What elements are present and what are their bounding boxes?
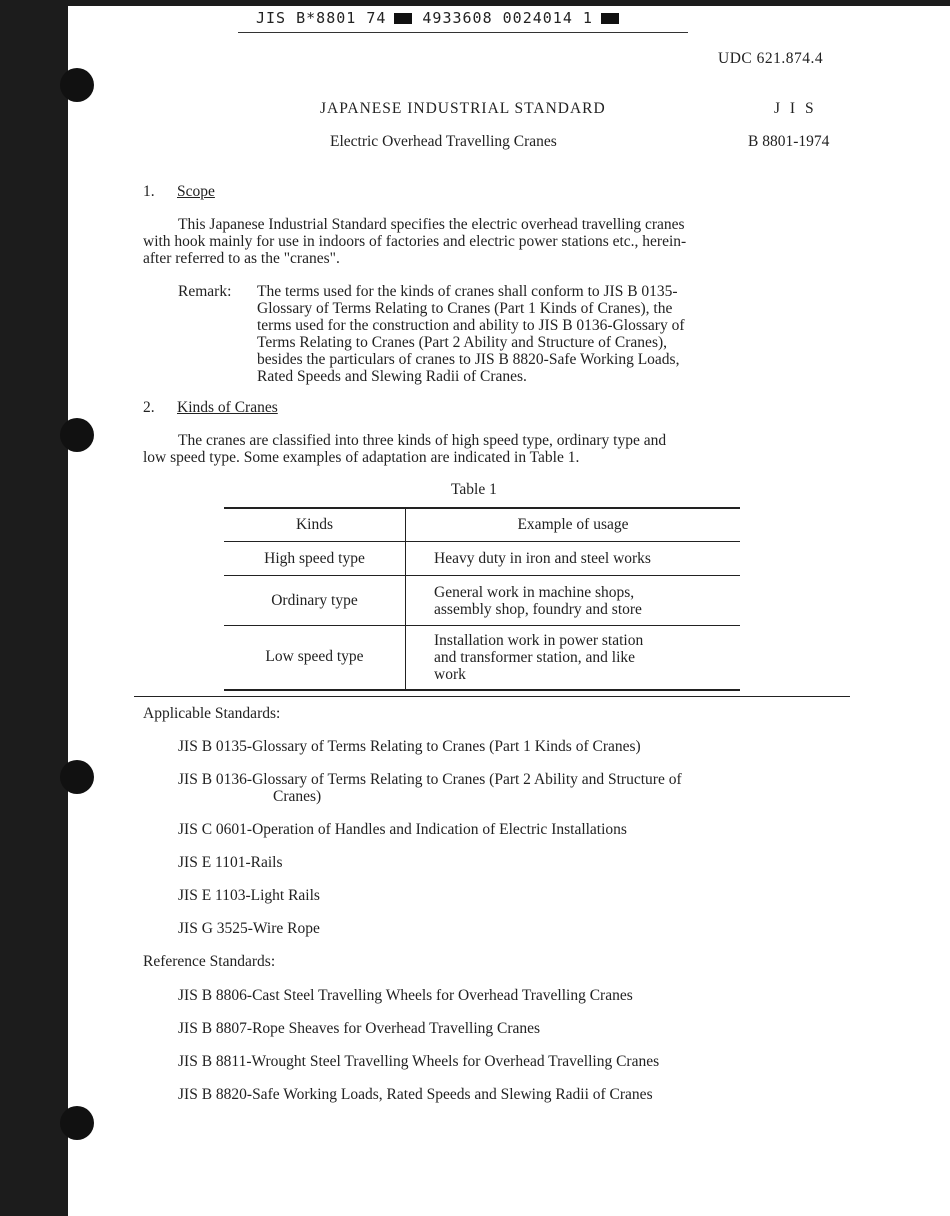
paragraph-line: with hook mainly for use in indoors of factories and electric power stations etc., herein- [143,233,687,250]
paragraph-line: This Japanese Industrial Standard specifies the electric overhead travelling cranes [178,216,685,233]
paragraph-line: after referred to as the "cranes". [143,250,340,267]
applicable-standards-label: Applicable Standards: [143,705,281,722]
redaction-block-icon [601,13,619,24]
usage-line: work [434,665,466,683]
punch-hole-icon [60,1106,94,1140]
document-subtitle: Electric Overhead Travelling Cranes [330,133,557,150]
remark-line: Rated Speeds and Slewing Radii of Cranes. [257,368,527,385]
applicable-standard-item: JIS C 0601-Operation of Handles and Indication of Electric Installations [178,821,627,838]
section-number: 1. [143,183,155,200]
reference-standard-item: JIS B 8820-Safe Working Loads, Rated Speeds and Slewing Radii of Cranes [178,1086,653,1103]
applicable-standard-item: JIS E 1103-Light Rails [178,887,320,904]
crane-kinds-table [224,507,740,691]
section-title: Scope [177,183,215,200]
remark-line: The terms used for the kinds of cranes shall conform to JIS B 0135- [257,283,678,300]
usage-line: and transformer station, and like [434,648,636,666]
standard-line: JIS B 0136-Glossary of Terms Relating to Cranes (Part 2 Ability and Structure of [178,771,682,788]
usage-cell [406,542,741,576]
usage-line: General work in machine shops, [434,583,635,601]
kind-cell: Low speed type [224,626,406,690]
remark-label: Remark: [178,283,232,300]
remark-line: Terms Relating to Cranes (Part 2 Ability and Structure of Cranes), [257,334,668,351]
remark-line: Glossary of Terms Relating to Cranes (Part 1 Kinds of Cranes), the [257,300,673,317]
remark-line: terms used for the construction and ability to JIS B 0136-Glossary of [257,317,685,334]
paragraph-line: low speed type. Some examples of adaptation are indicated in Table 1. [143,449,580,466]
applicable-standard-item: JIS E 1101-Rails [178,854,283,871]
section-divider [134,696,850,697]
udc-code: UDC 621.874.4 [718,50,824,67]
column-header: Example of usage [406,508,741,542]
barcode-left-text: JIS B*8801 74 [256,9,387,27]
kind-cell: High speed type [224,542,406,576]
usage-cell [406,576,741,626]
paragraph-line: The cranes are classified into three kinds of high speed type, ordinary type and [178,432,667,449]
punch-hole-icon [60,418,94,452]
remark-text [257,283,684,385]
reference-standard-item: JIS B 8806-Cast Steel Travelling Wheels for Overhead Travelling Cranes [178,987,633,1004]
jis-label: J I S [774,100,817,117]
table-header-row [224,508,740,542]
reference-standard-item: JIS B 8807-Rope Sheaves for Overhead Travelling Cranes [178,1020,541,1037]
usage-line: Installation work in power station [434,631,644,649]
table-row [224,576,740,626]
redaction-block-icon [394,13,412,24]
section-1-heading [143,183,215,201]
applicable-standard-item [178,771,682,805]
standard-line-continued: Cranes) [273,788,322,805]
punch-hole-icon [60,760,94,794]
punch-hole-icon [60,68,94,102]
scan-binding-edge [0,0,68,1216]
reference-standard-item: JIS B 8811-Wrought Steel Travelling Wheels for Overhead Travelling Cranes [178,1053,660,1070]
section-number: 2. [143,399,155,416]
barcode-right-text: 4933608 0024014 1 [422,9,593,27]
usage-cell [406,626,741,690]
standard-title: JAPANESE INDUSTRIAL STANDARD [320,100,606,117]
column-header: Kinds [224,508,406,542]
standard-number: B 8801-1974 [748,133,830,150]
section-2-heading [143,399,278,417]
kinds-paragraph [143,432,666,466]
usage-line: Heavy duty in iron and steel works [434,550,651,567]
applicable-standard-item: JIS G 3525-Wire Rope [178,920,320,937]
remark-line: besides the particulars of cranes to JIS B 8820-Safe Working Loads, [257,351,680,368]
applicable-standard-item: JIS B 0135-Glossary of Terms Relating to Cranes (Part 1 Kinds of Cranes) [178,738,641,755]
section-title: Kinds of Cranes [177,399,278,416]
document-id-strip [238,4,688,33]
reference-standards-label: Reference Standards: [143,953,276,970]
kind-cell: Ordinary type [224,576,406,626]
table-row [224,626,740,690]
table-row [224,542,740,576]
scope-paragraph [143,216,686,267]
table-caption: Table 1 [451,481,497,498]
usage-line: assembly shop, foundry and store [434,600,642,618]
